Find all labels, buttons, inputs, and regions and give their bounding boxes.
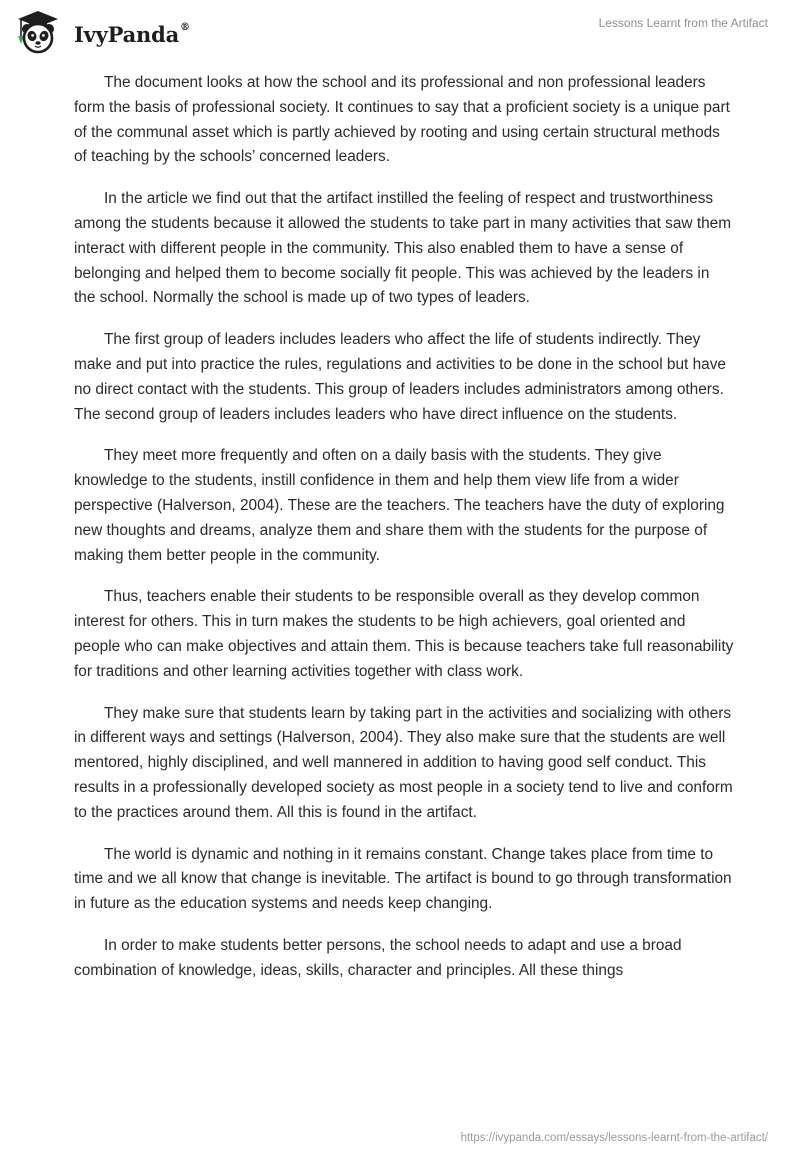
registered-mark: ® bbox=[180, 21, 190, 33]
paragraph: The first group of leaders includes leaders who affect the life of students indirectly. They make and put into practice the rules, regulations and activities to be done in the school but have no direct contact with the students. This group of leaders includes administrators among others. The second group of leaders includes leaders who have direct influence on the students. bbox=[74, 331, 726, 423]
brand-name bbox=[74, 22, 190, 47]
panda-graduation-cap-icon bbox=[14, 9, 66, 55]
page-header bbox=[0, 0, 800, 60]
paragraph: The document looks at how the school and its professional and non professional leaders form the basis of professional society. It continues to say that a proficient society is a unique part of the communal asset which is partly achieved by rooting and using certain structural methods of teaching by the schools’ concerned leaders. bbox=[74, 74, 730, 166]
running-title: Lessons Learnt from the Artifact bbox=[598, 16, 768, 30]
paragraph: In order to make students better persons, the school needs to adapt and use a broad combination of knowledge, ideas, skills, character and principles. All these things bbox=[74, 936, 682, 979]
document-body bbox=[74, 71, 734, 1001]
paragraph: In the article we find out that the artifact instilled the feeling of respect and trustworthiness among the students because it allowed the students to take part in many activities that saw them interact with different people in the community. This also enabled them to have a sense of belonging and helped them to become socially fit people. This was achieved by the leaders in the school. Normally the school is made up of two types of leaders. bbox=[74, 190, 732, 307]
ivypanda-logo[interactable] bbox=[14, 9, 190, 55]
brand-name-text: IvyPanda bbox=[74, 21, 180, 47]
paragraph: They meet more frequently and often on a daily basis with the students. They give knowledge to the students, instill confidence in them and help them view life from a wider perspective (Halverson, 2004). These are the teachers. The teachers have the duty of exploring new thoughts and dreams, analyze them and share them with the students for the purpose of making them better people in the community. bbox=[74, 447, 725, 564]
paragraph: They make sure that students learn by taking part in the activities and socializing with others in different ways and settings (Halverson, 2004). They also make sure that the students are well mentored, highly disciplined, and well mannered in addition to having good self conduct. This results in a professionally developed society as most people in a society tend to live and conform to the practices around them. All this is found in the artifact. bbox=[74, 704, 733, 821]
paragraph: Thus, teachers enable their students to be responsible overall as they develop common interest for others. This in turn makes the students to be high achievers, goal oriented and people who can make objectives and attain them. This is because teachers take full reasonability for traditions and other learning activities together with class work. bbox=[74, 588, 734, 680]
source-url[interactable]: https://ivypanda.com/essays/lessons-learnt-from-the-artifact/ bbox=[460, 1132, 768, 1144]
paragraph: The world is dynamic and nothing in it remains constant. Change takes place from time to time and we all know that change is inevitable. The artifact is bound to go through transformation in future as the education systems and needs keep changing. bbox=[74, 845, 732, 913]
